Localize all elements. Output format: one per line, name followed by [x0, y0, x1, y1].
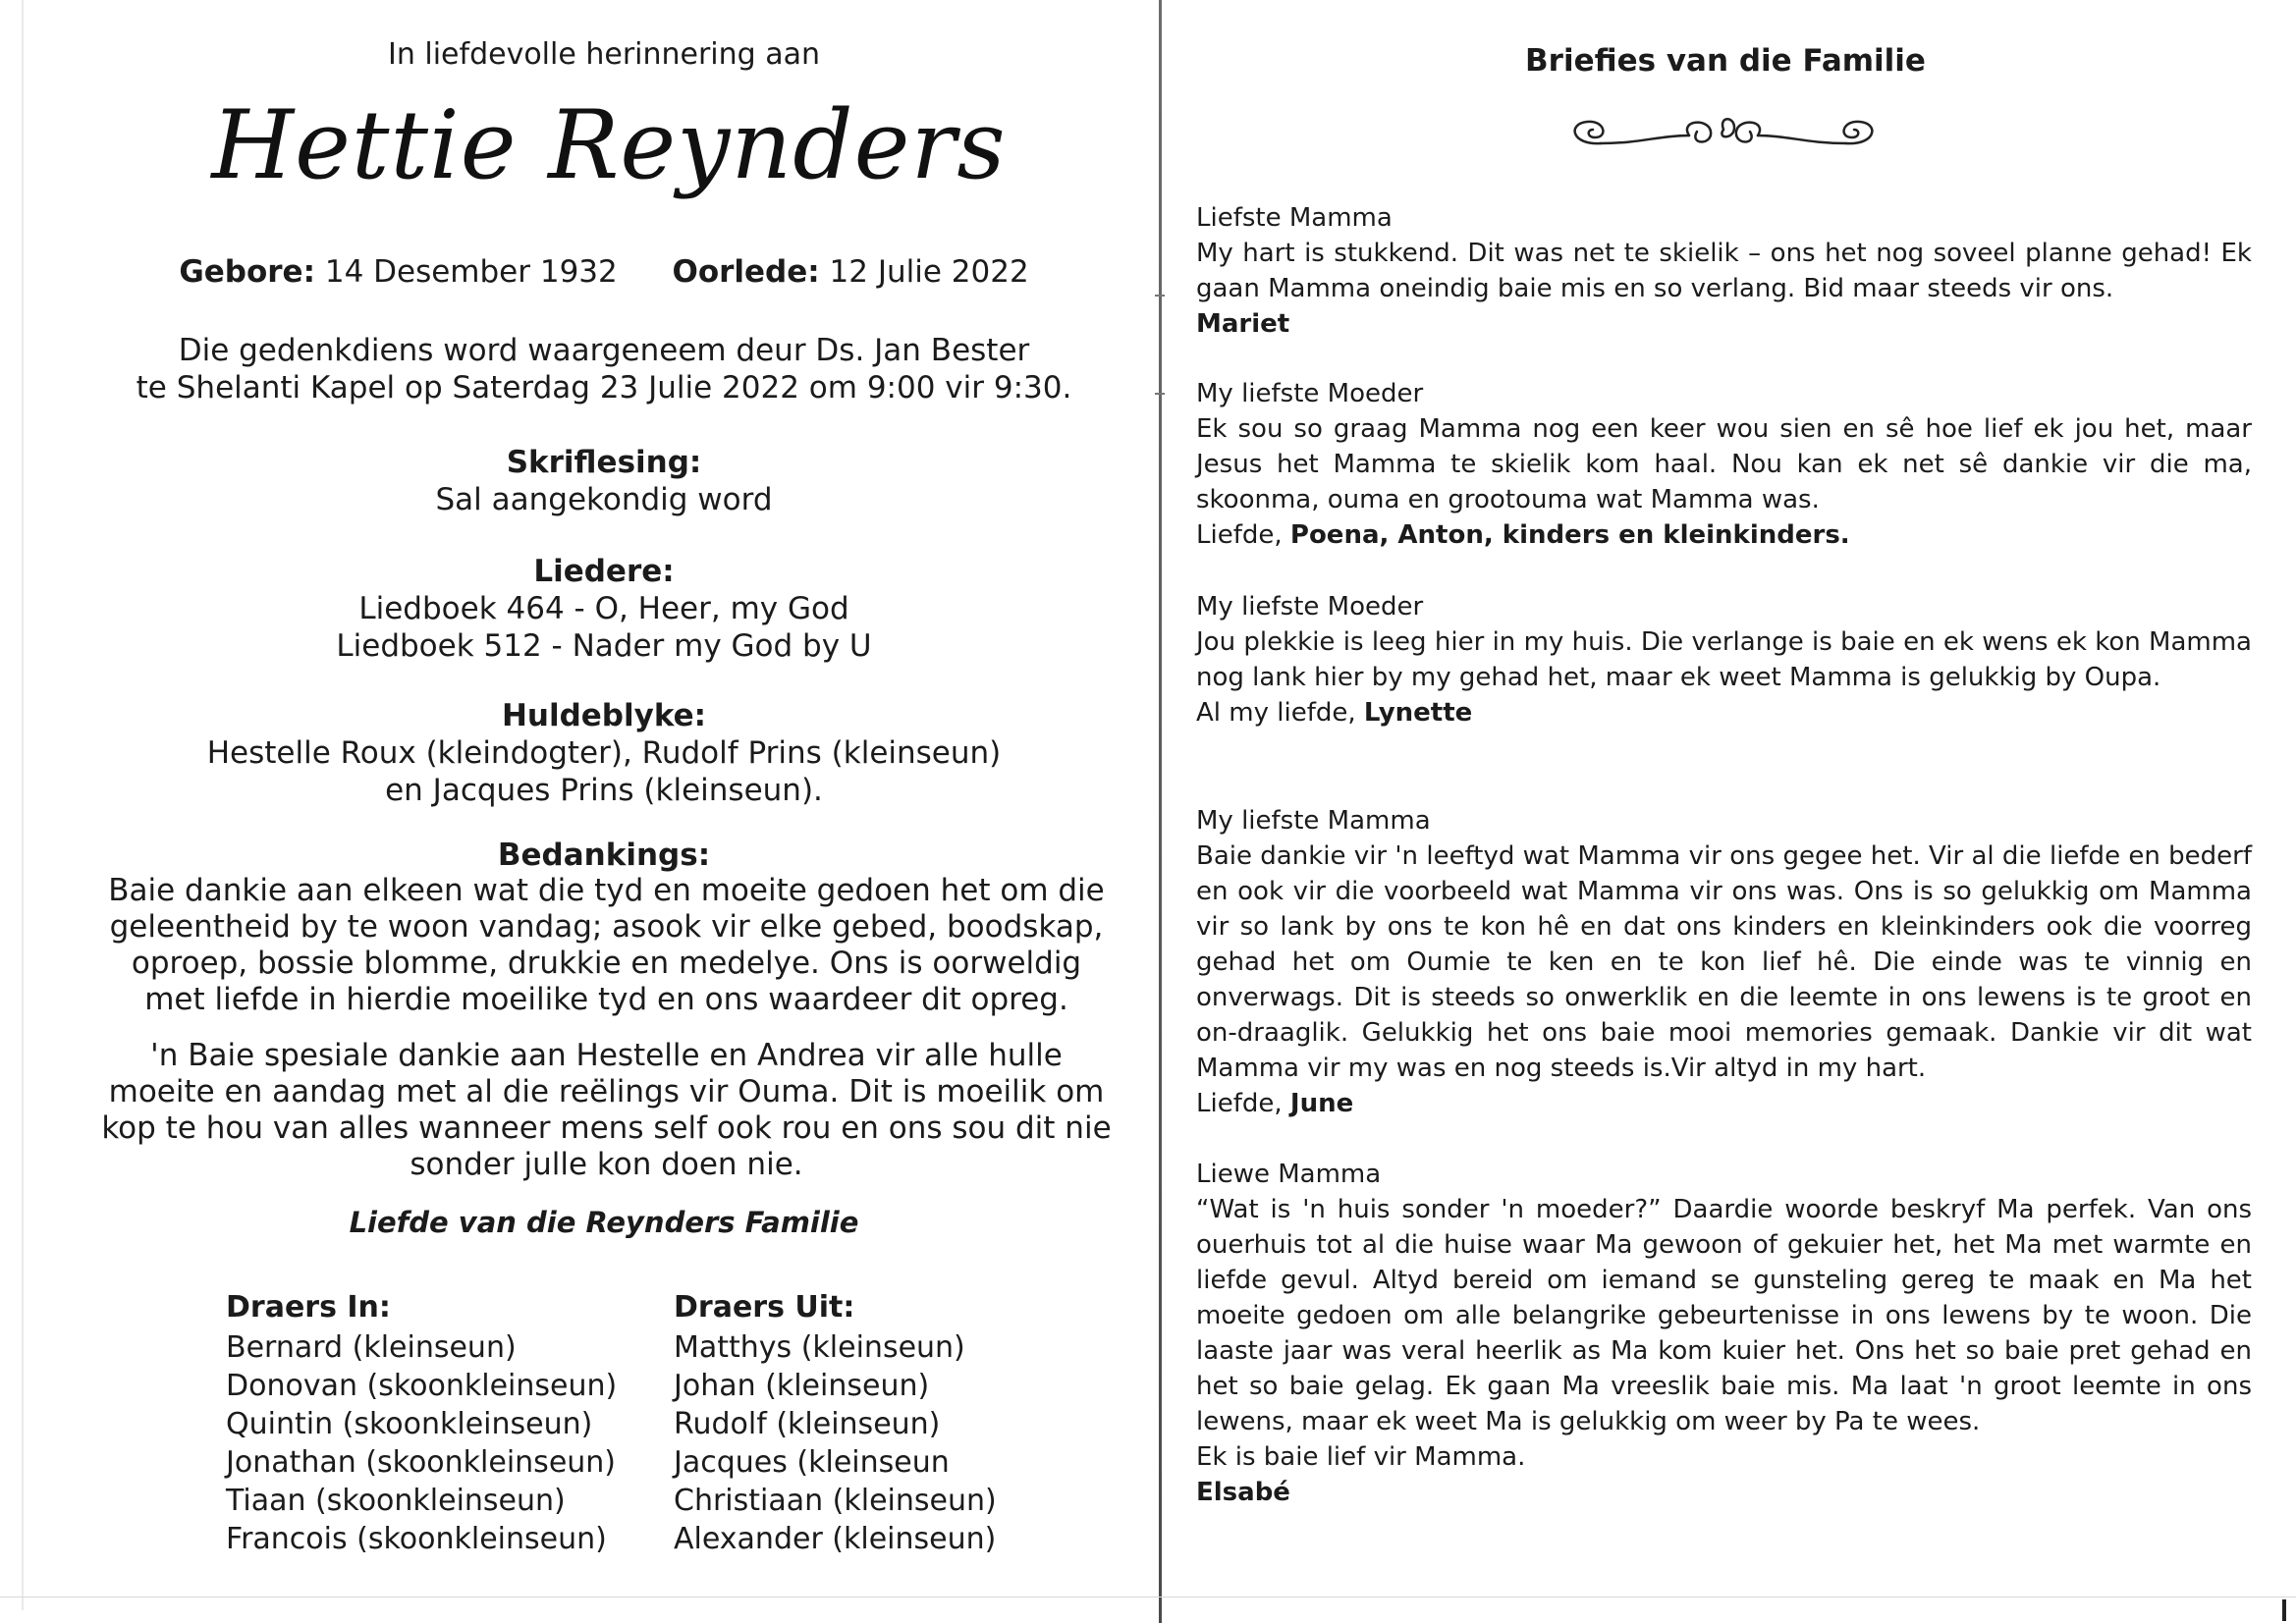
tributes-title: Huldeblyke: — [501, 698, 707, 733]
bearers-in-list — [226, 1288, 617, 1558]
list-item: Jacques (kleinseun — [674, 1445, 950, 1480]
letter-2 — [1196, 376, 2252, 553]
tributes-line-2: en Jacques Prins (kleinseun). — [385, 773, 823, 808]
service-line-2: te Shelanti Kapel op Saterdag 23 Julie 2022 om 9:00 vir 9:30. — [136, 370, 1072, 406]
flourish-divider-icon — [1561, 110, 1886, 163]
reading-section — [39, 444, 1169, 518]
letter-signoff: Liefde, — [1196, 1089, 1290, 1118]
letters-title: Briefies van die Familie — [1525, 43, 1926, 79]
letter-body: Ek sou so graag Mamma nog een keer wou sien en sê hoe lief ek jou het, maar Jesus het Mamma te skielik kom haal. Nou kan ek net sê dankie vir die ma, skoonma, ouma en grootouma wat Mamma was. — [1196, 414, 2252, 514]
letter-salutation: Liefste Mamma — [1196, 203, 1393, 233]
letter-1 — [1196, 200, 2252, 342]
list-item: Johan (kleinseun) — [674, 1369, 930, 1403]
reading-title: Skriflesing: — [506, 445, 702, 480]
letter-signature: Mariet — [1196, 309, 1290, 339]
tributes-line-1: Hestelle Roux (kleindogter), Rudolf Prins (kleinseun) — [206, 735, 1002, 771]
songs-title: Liedere: — [533, 554, 675, 589]
letter-closing-line: Ek is baie lief vir Mamma. — [1196, 1442, 1526, 1472]
born-date: 14 Desember 1932 — [324, 254, 618, 290]
born-label: Gebore: — [179, 254, 315, 290]
list-item: Francois (skoonkleinseun) — [226, 1522, 607, 1556]
list-item: Matthys (kleinseun) — [674, 1330, 965, 1365]
letter-3 — [1196, 589, 2252, 730]
reading-text: Sal aangekondig word — [435, 482, 773, 517]
list-item: Quintin (skoonkleinseun) — [226, 1407, 593, 1441]
letter-body: “Wat is 'n huis sonder 'n moeder?” Daardie woorde beskryf Ma perfek. Van ons ouerhuis tot al die huise waar Ma gewoon of gekuier het, het Ma met warmte en liefde gevul. Altyd bereid om iemand se gunsteling gereg te maak en Ma het moeite gedoen om alle belangrike gebeurtenisse in ons lewens by te woon. Die laaste jaar was veral heerlik as Ma kom kuier het. Ons het so baie pret gehad en het so baie gelag. Ek gaan Ma vreeslik baie mis. Ma laat 'n groot leemte in ons lewens, maar ek weet Ma is gelukkig om weer by Pa te wees. — [1196, 1195, 2252, 1436]
letter-salutation: My liefste Mamma — [1196, 806, 1431, 836]
service-line-1: Die gedenkdiens word waargeneem deur Ds. Jan Bester — [178, 333, 1030, 368]
list-item: Tiaan (skoonkleinseun) — [226, 1484, 566, 1518]
letter-signoff: Liefde, — [1196, 520, 1290, 550]
deceased-name: Hettie Reynders — [211, 90, 1007, 200]
list-item: Christiaan (kleinseun) — [674, 1484, 997, 1518]
dates-line — [39, 253, 1169, 291]
closing-signature: Liefde van die Reynders Familie — [349, 1206, 859, 1239]
thanks-heading: Bedankings: — [497, 838, 711, 873]
letter-signature: Poena, Anton, kinders en kleinkinders. — [1289, 520, 1850, 550]
bearers-in-title: Draers In: — [226, 1290, 391, 1325]
letter-body: Jou plekkie is leeg hier in my huis. Die verlange is baie en ek wens ek kon Mamma nog lank hier by my gehad het, maar ek weet Mamma is gelukkig by Oupa. — [1196, 627, 2252, 692]
letter-body: Baie dankie vir 'n leeftyd wat Mamma vir ons gegee het. Vir al die liefde en bederf en ook vir die voorbeeld wat Mamma vir ons was. Ons is so gelukkig om Mamma vir so lank by ons te kon hê en dat ons kinders en kleinkinders ook die voorreg gehad het om Oumie te ken en te kon lief hê. Die einde was te vinnig en onverwags. Dit is steeds so onwerklik en die leemte in ons lewens is te groot en on-draaglik. Gelukkig het ons baie mooi memories gemaak. Dankie vir dit wat Mamma vir my was en nog steeds is.Vir altyd in my hart. — [1196, 841, 2252, 1083]
letter-body: My hart is stukkend. Dit was net te skielik – ons het nog soveel planne gehad! Ek gaan Mamma oneindig baie mis en so verlang. Bid maar steeds vir ons. — [1196, 239, 2252, 303]
died-date: 12 Julie 2022 — [829, 254, 1029, 290]
bearers-out-title: Draers Uit: — [674, 1290, 855, 1325]
songs-section — [39, 553, 1169, 665]
letter-signature: Elsabé — [1196, 1478, 1290, 1507]
thanks-paragraph-2: 'n Baie spesiale dankie aan Hestelle en Andrea vir alle hulle moeite en aandag met al die reëlings vir Ouma. Dit is moeilik om kop te hou van alles wanneer mens self ook rou en ons sou dit nie sonder julle kon doen nie. — [101, 1038, 1112, 1182]
thanks-title — [39, 837, 1169, 874]
page-fold — [1159, 0, 1162, 1623]
letter-salutation: My liefste Moeder — [1196, 379, 1424, 408]
letter-signature: June — [1289, 1089, 1354, 1118]
list-item: Bernard (kleinseun) — [226, 1330, 517, 1365]
corner-mark — [2282, 1599, 2286, 1621]
thanks-paragraph-1: Baie dankie aan elkeen wat die tyd en moeite gedoen het om die geleentheid by te woon vandag; asook vir elke gebed, boodskap, oproep, bossie blomme, drukkie en medelye. Ons is oorweldig met liefde in hierdie moeilike tyd en ons waardeer dit opreg. — [108, 873, 1105, 1017]
letter-5 — [1196, 1157, 2252, 1510]
died-label: Oorlede: — [672, 254, 820, 290]
letter-salutation: My liefste Moeder — [1196, 592, 1424, 622]
list-item: Alexander (kleinseun) — [674, 1522, 997, 1556]
intro-text: In liefdevolle herinnering aan — [387, 37, 821, 72]
list-item: Donovan (skoonkleinseun) — [226, 1369, 618, 1403]
song-2: Liedboek 512 - Nader my God by U — [336, 628, 872, 664]
bearers-out-list — [674, 1288, 997, 1558]
letter-signoff: Al my liefde, — [1196, 698, 1364, 728]
tributes-section — [39, 697, 1169, 809]
list-item: Rudolf (kleinseun) — [674, 1407, 941, 1441]
list-item: Jonathan (skoonkleinseun) — [226, 1445, 617, 1480]
service-info — [39, 332, 1169, 406]
letter-salutation: Liewe Mamma — [1196, 1160, 1382, 1189]
song-1: Liedboek 464 - O, Heer, my God — [358, 591, 849, 626]
letter-signature: Lynette — [1363, 698, 1473, 728]
letter-4 — [1196, 803, 2252, 1121]
